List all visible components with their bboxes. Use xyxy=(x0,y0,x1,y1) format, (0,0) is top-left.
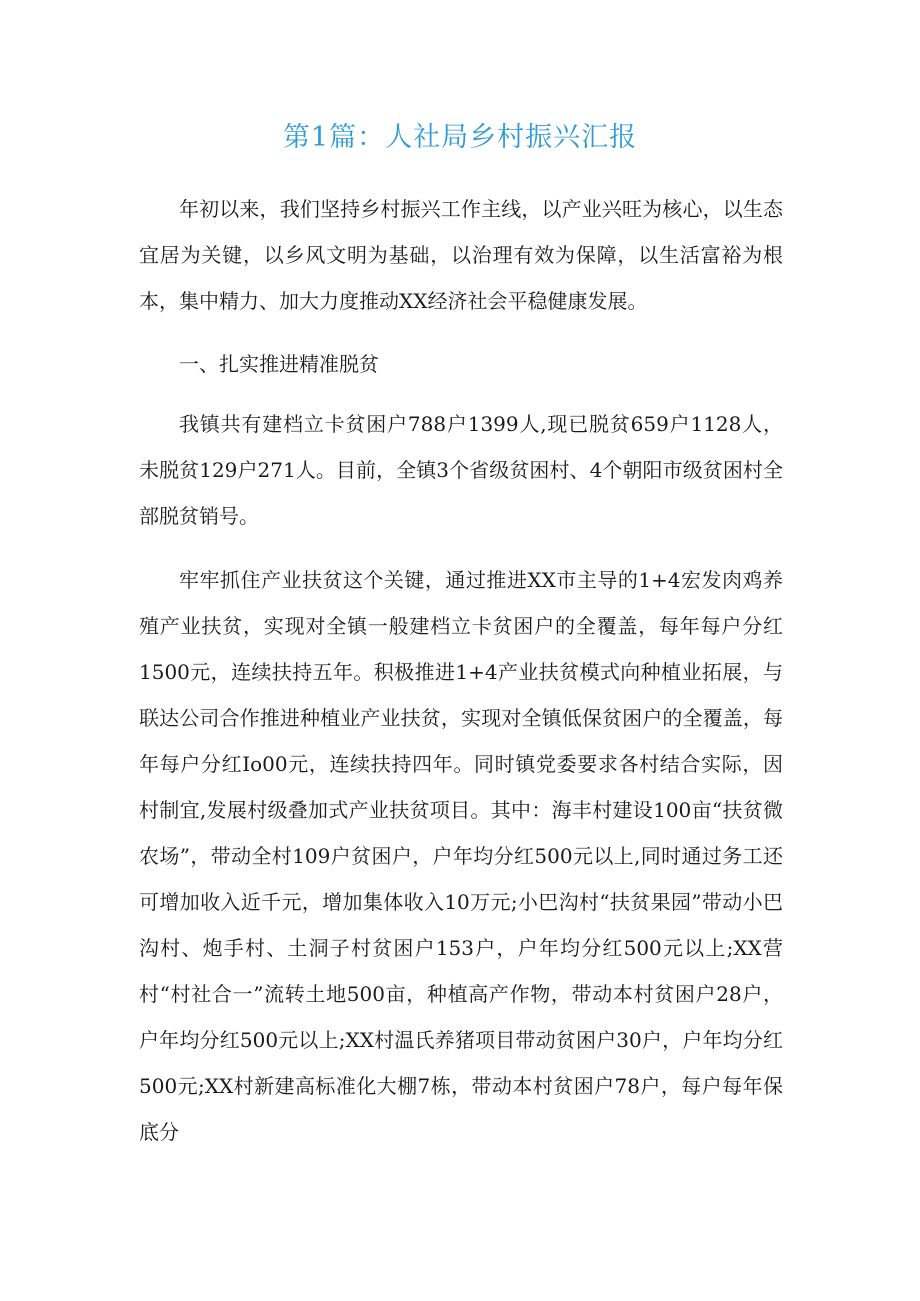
document-title: 第1篇：人社局乡村振兴汇报 xyxy=(282,122,638,153)
paragraph-industry-support: 牢牢抓住产业扶贫这个关键，通过推进XX市主导的1+4宏发肉鸡养殖产业扶贫，实现对全镇一般建档立卡贫困户的全覆盖，每年每户分红1500元，连续扶持五年。积极推进1+4产业扶贫模式向种植业拓展，与联达公司合作推进种植业产业扶贫，实现对全镇低保贫困户的全覆盖，每年每户分红Io00元，连续扶持四年。同时镇党委要求各村结合实际，因村制宜,发展村级叠加式产业扶贫项目。其中：海丰村建设100亩“扶贫微农场”，带动全村109户贫困户，户年均分红500元以上,同时通过务工还可增加收入近千元，增加集体收入10万元;小巴沟村“扶贫果园”带动小巴沟村、炮手村、土洞子村贫困户153户，户年均分红500元以上;XX营村“村社合一”流转土地500亩，种植高产作物，带动本村贫困户28户，户年均分红500元以上;XX村温氏养猪项目带动贫困户30户，户年均分红500元;XX村新建高标准化大棚7栋，带动本村贫困户78户，每户每年保底分 xyxy=(139,568,783,1144)
paragraph-intro: 年初以来，我们坚持乡村振兴工作主线，以产业兴旺为核心，以生态宜居为关键，以乡风文明为基础，以治理有效为保障，以生活富裕为根本，集中精力、加大力度推动XX经济社会平稳健康发展。 xyxy=(139,197,783,313)
paragraph-poverty-stats: 我镇共有建档立卡贫困户788户1399人,现已脱贫659户1128人，未脱贫129户271人。目前，全镇3个省级贫困村、4个朝阳市级贫困村全部脱贫销号。 xyxy=(139,412,783,528)
section-heading: 一、扎实推进精准脱贫 xyxy=(179,352,379,376)
